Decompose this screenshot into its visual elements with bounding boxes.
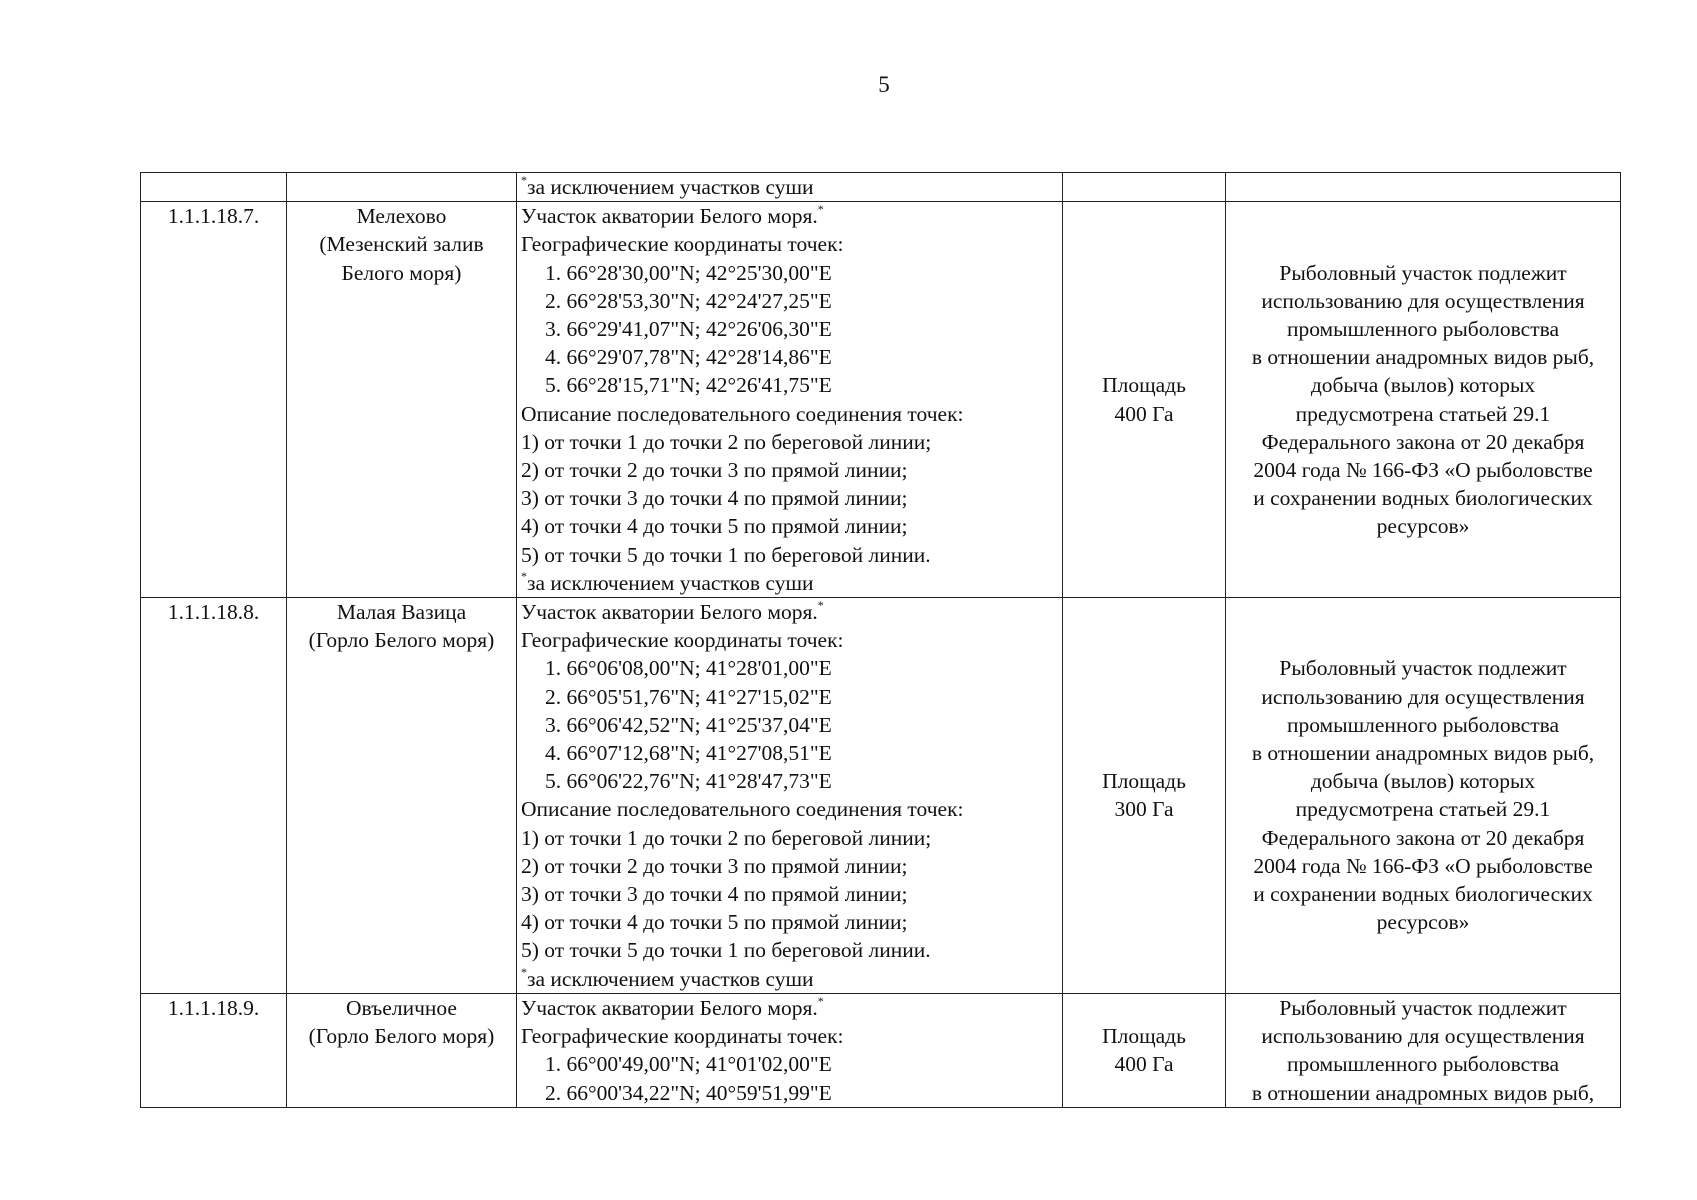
coordinate-point: 1. 66°00'49,00"N; 41°01'02,00"E bbox=[545, 1052, 832, 1077]
connection-step: 3) от точки 3 до точки 4 по прямой линии; bbox=[521, 486, 908, 511]
coords-label: Географические координаты точек: bbox=[521, 1024, 844, 1049]
coordinate-point: 5. 66°28'15,71"N; 42°26'41,75"E bbox=[545, 373, 832, 398]
land-exclusion-line: *за исключением участков суши bbox=[521, 568, 814, 595]
area-name-line: (Горло Белого моря) bbox=[308, 628, 495, 653]
purpose-line: Федерального закона от 20 декабря bbox=[1261, 825, 1585, 850]
coordinate-point: 2. 66°28'53,30"N; 42°24'27,25"E bbox=[545, 288, 832, 313]
purpose-line: добыча (вылов) которых bbox=[1310, 373, 1536, 398]
purpose-line: использованию для осуществления bbox=[1261, 684, 1585, 709]
area-label: Площадь bbox=[1102, 373, 1186, 398]
area-name-line: Мелехово bbox=[356, 204, 447, 229]
purpose-line: промышленного рыболовства bbox=[1286, 317, 1560, 342]
purpose-line: предусмотрена статьей 29.1 bbox=[1295, 401, 1551, 426]
coords-label: Географические координаты точек: bbox=[521, 628, 844, 653]
coordinate-point: 1. 66°06'08,00"N; 41°28'01,00"E bbox=[545, 656, 832, 681]
purpose-line: 2004 года № 166-ФЗ «О рыболовстве bbox=[1253, 853, 1593, 878]
coordinate-point: 3. 66°29'41,07"N; 42°26'06,30"E bbox=[545, 317, 832, 342]
coordinate-point: 5. 66°06'22,76"N; 41°28'47,73"E bbox=[545, 769, 832, 794]
connection-step: 5) от точки 5 до точки 1 по береговой линии. bbox=[521, 542, 931, 567]
purpose-line: в отношении анадромных видов рыб, bbox=[1251, 345, 1595, 370]
cell-description bbox=[517, 202, 1063, 598]
cell-area bbox=[1063, 993, 1226, 1107]
area-name-line: Белого моря) bbox=[341, 260, 462, 285]
purpose-line: и сохранении водных биологических bbox=[1253, 486, 1593, 511]
connection-step: 1) от точки 1 до точки 2 по береговой линии; bbox=[521, 429, 932, 454]
cell-number: 1.1.1.18.7. bbox=[141, 202, 287, 598]
table-row bbox=[141, 598, 1621, 994]
connection-step: 2) от точки 2 до точки 3 по прямой линии; bbox=[521, 458, 908, 483]
fishing-areas-table bbox=[140, 172, 1621, 1108]
land-exclusion-line: *за исключением участков суши bbox=[521, 964, 814, 991]
area-label: Площадь bbox=[1102, 1024, 1186, 1049]
table-row bbox=[141, 202, 1621, 598]
purpose-line: Федерального закона от 20 декабря bbox=[1261, 429, 1585, 454]
coordinate-point: 4. 66°07'12,68"N; 41°27'08,51"E bbox=[545, 741, 832, 766]
cell-purpose bbox=[1226, 202, 1621, 598]
cell-name bbox=[287, 598, 517, 994]
purpose-line: предусмотрена статьей 29.1 bbox=[1295, 797, 1551, 822]
coordinate-point: 2. 66°00'34,22"N; 40°59'51,99"E bbox=[545, 1080, 832, 1105]
cell-description bbox=[517, 598, 1063, 994]
area-value: 300 Га bbox=[1114, 797, 1174, 822]
cell-area bbox=[1063, 202, 1226, 598]
area-value: 400 Га bbox=[1114, 1052, 1174, 1077]
purpose-line: использованию для осуществления bbox=[1261, 1024, 1585, 1049]
area-title-line: Участок акватории Белого моря.* bbox=[521, 993, 824, 1020]
connection-step: 2) от точки 2 до точки 3 по прямой линии; bbox=[521, 853, 908, 878]
purpose-line: в отношении анадромных видов рыб, bbox=[1251, 1080, 1595, 1105]
note-asterisk: * bbox=[521, 172, 527, 187]
connection-label: Описание последовательного соединения точек: bbox=[521, 797, 964, 822]
cell-purpose bbox=[1226, 993, 1621, 1107]
land-exclusion-note: за исключением участков суши bbox=[527, 966, 814, 991]
purpose-line: промышленного рыболовства bbox=[1286, 712, 1560, 737]
purpose-line: ресурсов» bbox=[1376, 910, 1470, 935]
connection-step: 4) от точки 4 до точки 5 по прямой линии; bbox=[521, 910, 908, 935]
area-name-line: Малая Вазица bbox=[336, 600, 467, 625]
cell-number: 1.1.1.18.9. bbox=[141, 993, 287, 1107]
purpose-line: использованию для осуществления bbox=[1261, 288, 1585, 313]
connection-step: 3) от точки 3 до точки 4 по прямой линии; bbox=[521, 882, 908, 907]
cell-area bbox=[1063, 598, 1226, 994]
coordinate-point: 1. 66°28'30,00"N; 42°25'30,00"E bbox=[545, 260, 832, 285]
connection-step: 5) от точки 5 до точки 1 по береговой линии. bbox=[521, 938, 931, 963]
table-row bbox=[141, 173, 1621, 202]
area-title-line: Участок акватории Белого моря.* bbox=[521, 202, 824, 229]
area-name-line: (Горло Белого моря) bbox=[308, 1024, 495, 1049]
purpose-line: 2004 года № 166-ФЗ «О рыболовстве bbox=[1253, 458, 1593, 483]
purpose-line: ресурсов» bbox=[1376, 514, 1470, 539]
page-number: 5 bbox=[878, 72, 890, 97]
cell-description bbox=[517, 993, 1063, 1107]
cell-purpose bbox=[1226, 173, 1621, 202]
table-row bbox=[141, 993, 1621, 1107]
purpose-line: Рыболовный участок подлежит bbox=[1279, 656, 1567, 681]
area-value: 400 Га bbox=[1114, 401, 1174, 426]
land-exclusion-note: за исключением участков суши bbox=[527, 175, 814, 199]
coordinate-point: 3. 66°06'42,52"N; 41°25'37,04"E bbox=[545, 712, 832, 737]
area-title: Участок акватории Белого моря. bbox=[521, 600, 818, 625]
cell-number bbox=[141, 173, 287, 202]
connection-step: 4) от точки 4 до точки 5 по прямой линии; bbox=[521, 514, 908, 539]
purpose-line: промышленного рыболовства bbox=[1286, 1052, 1560, 1077]
purpose-line: Рыболовный участок подлежит bbox=[1279, 995, 1567, 1020]
purpose-line: и сохранении водных биологических bbox=[1253, 882, 1593, 907]
cell-name bbox=[287, 993, 517, 1107]
area-label: Площадь bbox=[1102, 769, 1186, 794]
purpose-line: в отношении анадромных видов рыб, bbox=[1251, 741, 1595, 766]
coords-label: Географические координаты точек: bbox=[521, 232, 844, 257]
coordinate-point: 2. 66°05'51,76"N; 41°27'15,02"E bbox=[545, 684, 832, 709]
coordinate-point: 4. 66°29'07,78"N; 42°28'14,86"E bbox=[545, 345, 832, 370]
land-exclusion-note: за исключением участков суши bbox=[527, 570, 814, 595]
connection-step: 1) от точки 1 до точки 2 по береговой линии; bbox=[521, 825, 932, 850]
purpose-line: добыча (вылов) которых bbox=[1310, 769, 1536, 794]
area-name-line: Овъеличное bbox=[346, 995, 457, 1020]
cell-name bbox=[287, 202, 517, 598]
area-name-line: (Мезенский залив bbox=[319, 232, 484, 257]
area-title-line: Участок акватории Белого моря.* bbox=[521, 597, 824, 625]
cell-purpose bbox=[1226, 598, 1621, 994]
cell-description bbox=[517, 173, 1063, 202]
cell-name bbox=[287, 173, 517, 202]
area-title: Участок акватории Белого моря. bbox=[521, 204, 818, 229]
connection-label: Описание последовательного соединения точек: bbox=[521, 401, 964, 426]
purpose-line: Рыболовный участок подлежит bbox=[1279, 260, 1567, 285]
cell-number: 1.1.1.18.8. bbox=[141, 598, 287, 994]
cell-area bbox=[1063, 173, 1226, 202]
area-title: Участок акватории Белого моря. bbox=[521, 995, 818, 1020]
